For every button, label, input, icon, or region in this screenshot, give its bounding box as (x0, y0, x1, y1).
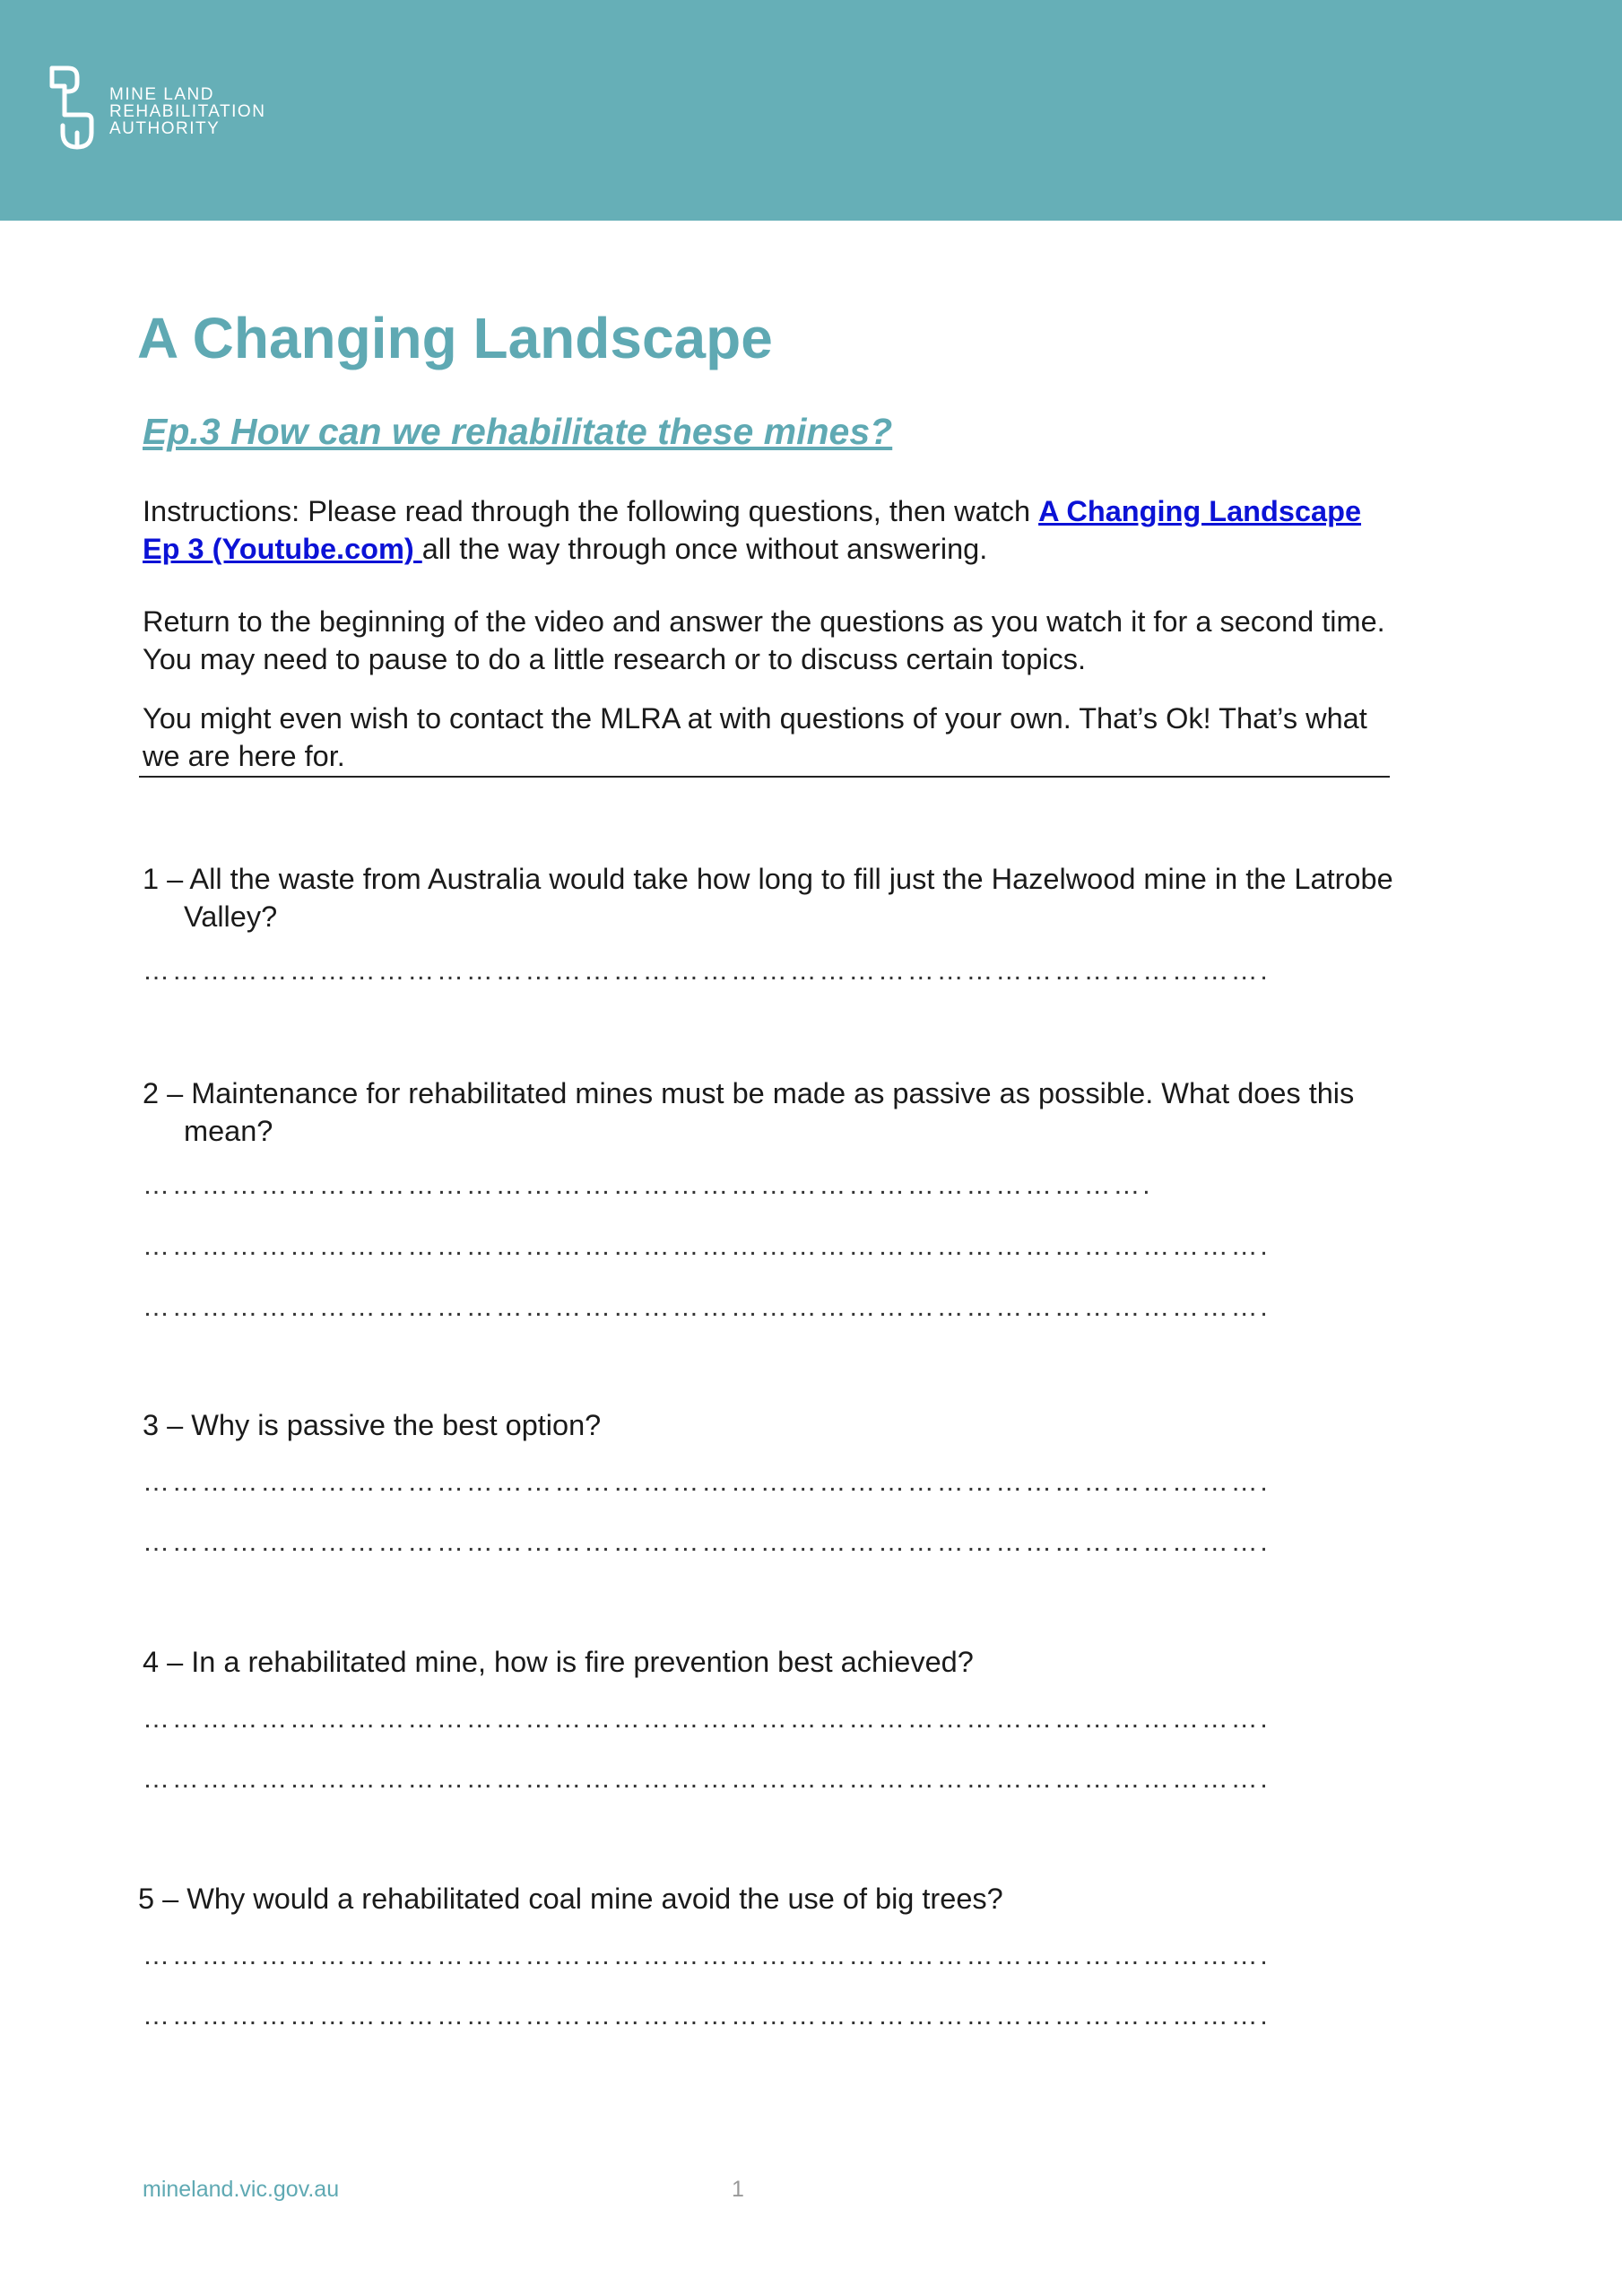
question-2 (143, 1074, 1398, 1150)
video-link[interactable]: A Changing Landscape Ep 3 (Youtube.com) (143, 495, 1362, 565)
question-text: 2 – Maintenance for rehabilitated mines must be made as passive as possible. What does this mean? (143, 1077, 1355, 1147)
answer-line[interactable]: ……………………………………………………………………………………………………. (143, 2001, 1271, 2031)
answer-line[interactable]: ……………………………………………………………………………………………………. (143, 1764, 1271, 1794)
logo-line-2: REHABILITATION (109, 102, 266, 121)
page-number: 1 (732, 2177, 744, 2202)
answer-line[interactable]: ……………………………………………………………………………………………………. (143, 1941, 1271, 1970)
question-text: 1 – All the waste from Australia would take how long to fill just the Hazelwood mine in the Latrobe Valley? (143, 863, 1393, 933)
answer-line[interactable]: ……………………………………………………………………………………………………. (143, 1231, 1271, 1261)
instructions-text-end: all the way through once without answering. (421, 533, 988, 565)
footer-url[interactable]: mineland.vic.gov.au (143, 2177, 340, 2202)
question-3 (143, 1406, 1398, 1444)
instructions-paragraph (143, 492, 1398, 568)
question-4 (143, 1643, 1398, 1681)
answer-line[interactable]: ……………………………………………………………………………………………………. (143, 1467, 1271, 1497)
answer-line[interactable]: ……………………………………………………………………………………………………. (143, 1704, 1271, 1734)
contact-paragraph: You might even wish to contact the MLRA at with questions of your own. That’s Ok! That’s what we are here for. (143, 702, 1367, 772)
question-1 (143, 860, 1398, 935)
section-divider (139, 776, 1390, 778)
episode-subtitle: Ep.3 How can we rehabilitate these mines? (143, 411, 893, 452)
mlra-logo (47, 65, 280, 163)
answer-line[interactable]: …………………………………………………………………………………………. (143, 1170, 1153, 1200)
answer-line[interactable]: ……………………………………………………………………………………………………. (143, 1527, 1271, 1557)
logo-line-3: AUTHORITY (109, 119, 221, 138)
mlra-logo-icon (47, 65, 100, 154)
question-text: 3 – Why is passive the best option? (143, 1409, 602, 1441)
answer-line[interactable]: ……………………………………………………………………………………………………. (143, 1292, 1271, 1322)
instructions-text: Instructions: Please read through the following questions, then watch (143, 495, 1039, 527)
page-title: A Changing Landscape (137, 306, 773, 370)
logo-line-1: MINE LAND (109, 85, 214, 104)
header-banner (0, 0, 1622, 221)
question-text: 5 – Why would a rehabilitated coal mine avoid the use of big trees? (138, 1883, 1003, 1915)
logo-wordmark (109, 86, 265, 137)
answer-line[interactable]: ……………………………………………………………………………………………………. (143, 956, 1271, 986)
question-text: 4 – In a rehabilitated mine, how is fire prevention best achieved? (143, 1646, 974, 1678)
question-5 (138, 1880, 1393, 1918)
return-paragraph: Return to the beginning of the video and answer the questions as you watch it for a second time. You may need to pause to do a little research or to discuss certain topics. (143, 605, 1385, 675)
